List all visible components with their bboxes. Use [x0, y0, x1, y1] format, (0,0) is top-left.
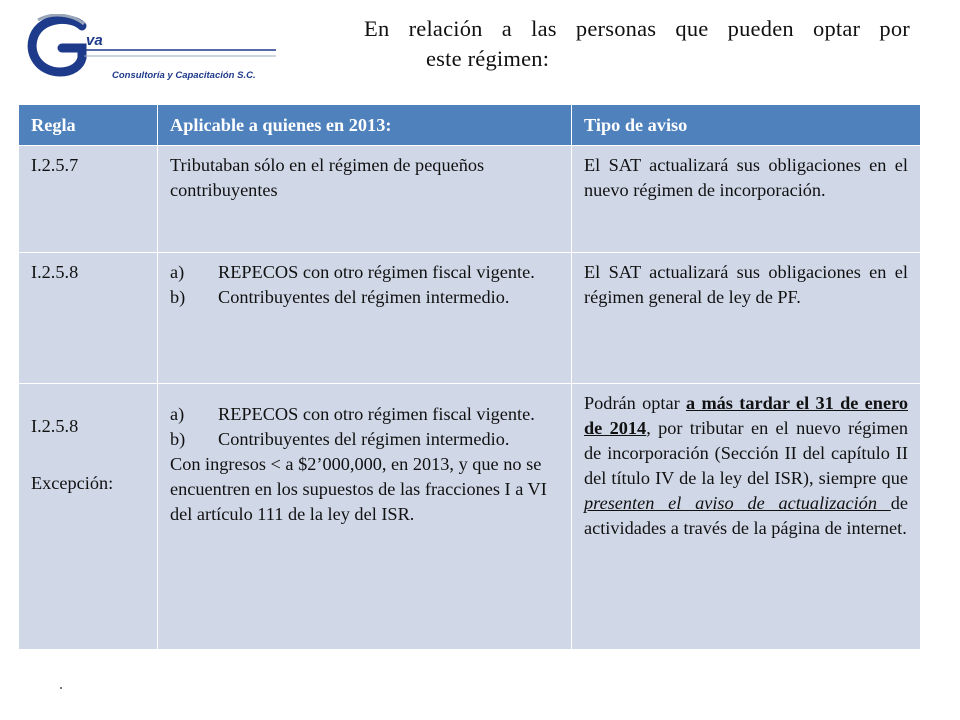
aviso-text-3: de actividades a través de la página de internet. — [584, 493, 908, 538]
cell-aplicable — [158, 384, 572, 650]
list-marker: a) — [170, 262, 185, 282]
page-title — [364, 14, 910, 74]
deadline-text: a más tardar el 31 de enero de 2014 — [584, 393, 908, 438]
list-item — [170, 285, 559, 310]
exception-rule: I.2.5.8 — [31, 416, 79, 436]
cell-aviso: El SAT actualizará sus obligaciones en el nuevo régimen de incorporación. — [572, 146, 921, 253]
logo-letters: va — [86, 32, 103, 49]
aviso-text-1: Podrán optar — [584, 393, 686, 413]
action-text: presenten el aviso de actualización — [584, 493, 891, 513]
company-logo — [26, 14, 278, 84]
header-aplicable: Aplicable a quienes en 2013: — [158, 105, 572, 146]
cell-regla — [19, 384, 158, 650]
list-item-text: REPECOS con otro régimen fiscal vigente. — [218, 262, 535, 282]
aviso-text-2: , por tributar en el nuevo régimen de incorporación (Sección II del capítulo II del título IV de la ley del ISR), siempre que — [584, 418, 908, 488]
list-marker: a) — [170, 404, 185, 424]
applicable-list — [170, 402, 559, 452]
list-item — [170, 260, 559, 285]
table-header-row — [19, 105, 921, 146]
table-row — [19, 146, 921, 253]
header-aviso: Tipo de aviso — [572, 105, 921, 146]
table-row — [19, 384, 921, 650]
cell-aplicable: Tributaban sólo en el régimen de pequeños contribuyentes — [158, 146, 572, 253]
list-marker: b) — [170, 287, 186, 307]
list-item-text: REPECOS con otro régimen fiscal vigente. — [218, 404, 535, 424]
cell-aviso — [572, 384, 921, 650]
applicable-list — [170, 260, 559, 310]
list-item-text: Contribuyentes del régimen intermedio. — [218, 287, 510, 307]
cell-aplicable — [158, 253, 572, 384]
list-marker: b) — [170, 429, 186, 449]
rules-table — [18, 104, 921, 650]
list-item — [170, 402, 559, 427]
income-condition: Con ingresos < a $2’000,000, en 2013, y que no se encuentren en los supuestos de las fracciones I a VI del artículo 111 de la ley del ISR. — [170, 454, 547, 524]
list-item-text: Contribuyentes del régimen intermedio. — [218, 429, 510, 449]
title-line-2: este régimen: — [426, 46, 550, 71]
exception-label: Excepción: — [31, 473, 114, 493]
cell-aviso: El SAT actualizará sus obligaciones en el régimen general de ley de PF. — [572, 253, 921, 384]
cell-regla: I.2.5.8 — [19, 253, 158, 384]
stray-dot — [60, 687, 62, 689]
list-item — [170, 427, 559, 452]
cell-regla: I.2.5.7 — [19, 146, 158, 253]
title-line-1: En relación a las personas que pueden optar por — [364, 16, 910, 41]
header-regla: Regla — [19, 105, 158, 146]
table-row — [19, 253, 921, 384]
logo-caption: Consultoría y Capacitación S.C. — [112, 70, 256, 81]
